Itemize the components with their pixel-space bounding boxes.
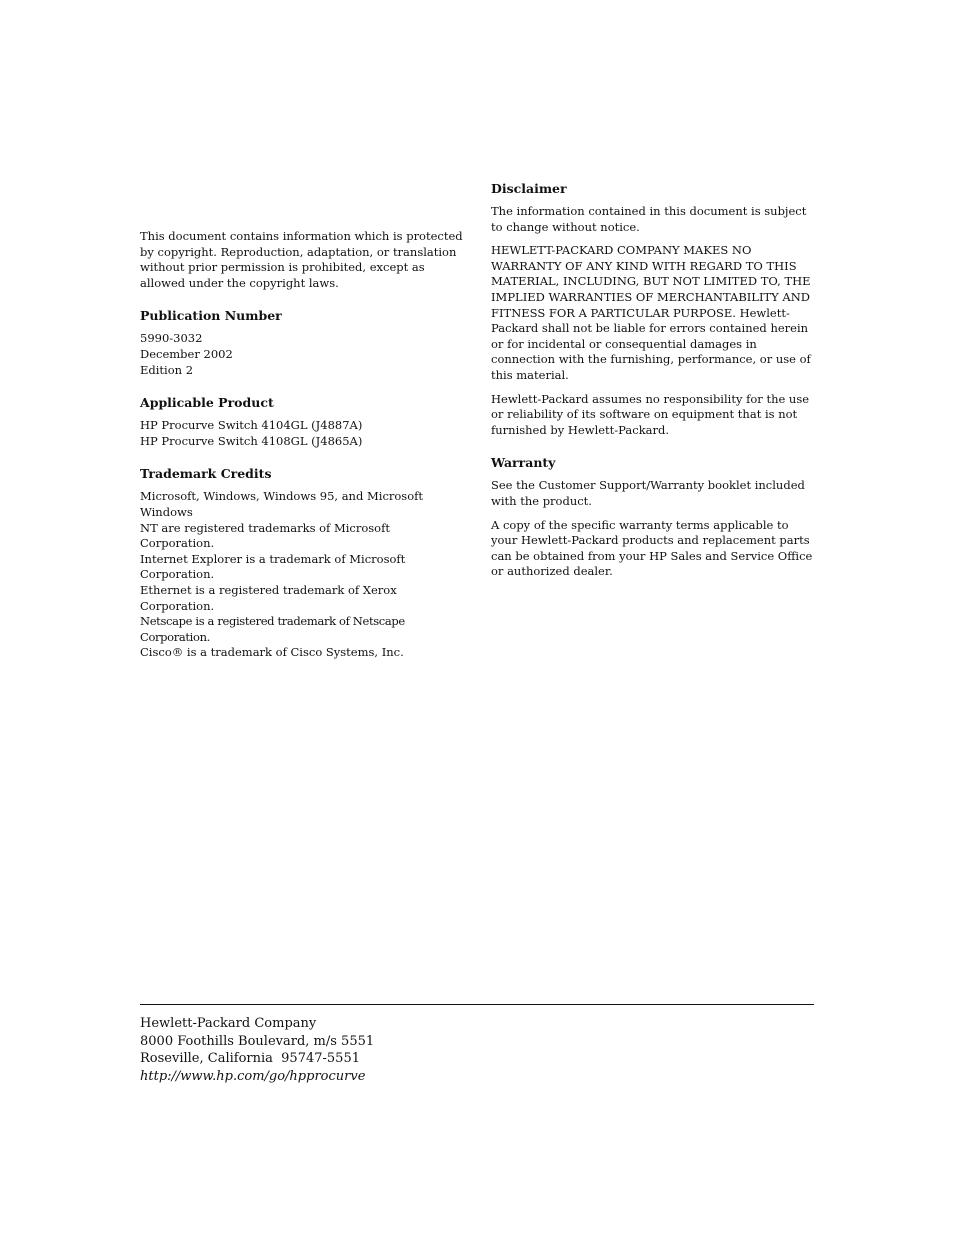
disclaimer-paragraph-2: HEWLETT-PACKARD COMPANY MAKES NO WARRANTY OF ANY KIND WITH REGARD TO THIS MATERIAL, INCLUDING, BUT NOT LIMITED TO, THE IMPLIED WARRANTIES OF MERCHANTABILITY AND FITNESS FOR A PARTICULAR PURPOSE. Hewlett-Packard shall not be liable for errors contained herein or for incidental or consequential damages in connection with the furnishing, performance, or use of this material. xyxy=(491,243,811,382)
trademark-line: Cisco® is a trademark of Cisco Systems, Inc. xyxy=(140,645,404,660)
website-link[interactable]: http://www.hp.com/go/hpprocurve xyxy=(140,1068,366,1084)
trademark-line: Netscape is a registered trademark of Netscape Corporation. xyxy=(140,614,405,644)
disclaimer-section xyxy=(491,181,815,438)
publication-number: 5990-3032 xyxy=(140,331,203,346)
footer-divider xyxy=(140,1004,814,1005)
trademark-line: NT are registered trademarks of Microsoft Corporation. xyxy=(140,520,390,551)
product-heading: Applicable Product xyxy=(140,395,274,411)
copyright-section xyxy=(140,229,464,291)
copyright-notice: This document contains information which is protected by copyright. Reproduction, adaptation, or translation without prior permission is prohibited, except as allowed under the copyright laws. xyxy=(140,229,463,290)
right-column xyxy=(491,181,815,597)
publication-date: December 2002 xyxy=(140,346,233,361)
product-section xyxy=(140,395,464,449)
trademark-line: Internet Explorer is a trademark of Microsoft Corporation. xyxy=(140,551,406,582)
trademark-line: Microsoft, Windows, Windows 95, and Microsoft Windows xyxy=(140,489,424,519)
warranty-section xyxy=(491,455,815,580)
disclaimer-paragraph-3: Hewlett-Packard assumes no responsibility for the use or reliability of its software on equipment that is not furnished by Hewlett-Packard. xyxy=(491,391,810,437)
warranty-paragraph-2: A copy of the specific warranty terms applicable to your Hewlett-Packard products and replacement parts can be obtained from your HP Sales and Service Office or authorized dealer. xyxy=(491,517,813,579)
warranty-paragraph-1: See the Customer Support/Warranty booklet included with the product. xyxy=(491,478,805,508)
product-item: HP Procurve Switch 4104GL (J4887A) xyxy=(140,418,363,433)
company-name: Hewlett-Packard Company xyxy=(140,1016,317,1031)
publication-details xyxy=(140,331,464,378)
disclaimer-heading: Disclaimer xyxy=(491,181,567,196)
trademark-line: Ethernet is a registered trademark of Xerox Corporation. xyxy=(140,582,397,613)
publication-section xyxy=(140,308,464,378)
city-state-zip: Roseville, California 95747-5551 xyxy=(140,1051,360,1066)
left-column xyxy=(140,229,464,678)
trademark-heading: Trademark Credits xyxy=(140,466,272,482)
disclaimer-paragraph-1: The information contained in this document is subject to change without notice. xyxy=(491,204,807,234)
product-list xyxy=(140,418,464,449)
warranty-heading: Warranty xyxy=(491,455,556,471)
publication-heading: Publication Number xyxy=(140,308,282,324)
street-address: 8000 Foothills Boulevard, m/s 5551 xyxy=(140,1033,375,1049)
product-item: HP Procurve Switch 4108GL (J4865A) xyxy=(140,433,363,448)
company-address-block xyxy=(140,1015,814,1085)
publication-edition: Edition 2 xyxy=(140,362,194,377)
trademark-text xyxy=(140,489,464,661)
trademark-section xyxy=(140,466,464,661)
